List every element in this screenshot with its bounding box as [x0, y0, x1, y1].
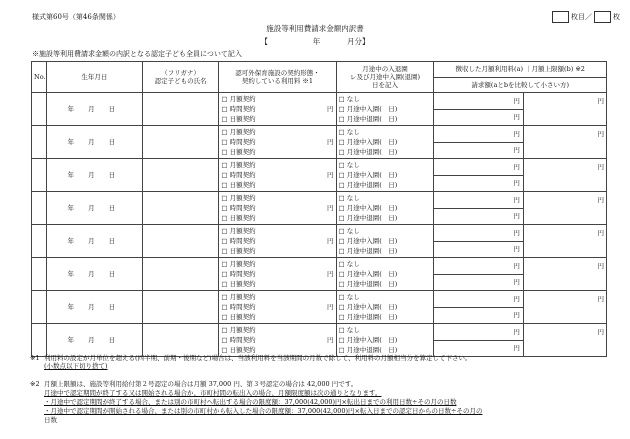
- collected-fee-field[interactable]: 円: [513, 195, 520, 204]
- child-name-cell[interactable]: [142, 192, 219, 225]
- instruction-text: ※施設等利用費請求金額の内訳となる認定子ども全員について記入: [32, 50, 242, 58]
- row-no-cell[interactable]: [32, 93, 47, 126]
- move-cell: [336, 126, 434, 159]
- total-sheets-box[interactable]: [594, 11, 611, 23]
- note-2-line-2: 月途中で認定期間が終了する又は開始される場合か、市町村間の転出入の場合、月額限度額は次の通りとなります。: [44, 389, 382, 397]
- move-none-checkbox[interactable]: □ なし: [338, 161, 360, 169]
- claim-amount-field[interactable]: 円: [434, 142, 522, 159]
- collected-fee-field[interactable]: 円: [513, 96, 520, 105]
- birthdate-cell[interactable]: 年 月 日: [46, 93, 142, 126]
- contract-fee-yen: 円: [327, 336, 334, 344]
- contract-fee-yen: 円: [327, 303, 334, 311]
- contract-cell: [219, 192, 336, 225]
- contract-fee-yen: 円: [327, 105, 334, 113]
- claim-amount-field[interactable]: 円: [434, 274, 522, 291]
- move-cell: [336, 258, 434, 291]
- contract-cell: [219, 126, 336, 159]
- move-in-checkbox[interactable]: □ 月途中入園( 日): [338, 138, 398, 146]
- fee-cell: [434, 192, 523, 225]
- move-in-checkbox[interactable]: □ 月途中入園( 日): [338, 237, 398, 245]
- row-no-cell[interactable]: [32, 225, 47, 258]
- contract-fee-yen: 円: [327, 138, 334, 146]
- move-out-checkbox[interactable]: □ 月途中退園( 日): [338, 148, 398, 156]
- note-2-line-1: 月額上限額は、施設等利用給付第２号認定の場合は月額 37,000 円、第３号認定の場合は 42,000 円です。: [44, 380, 358, 388]
- row-no-cell[interactable]: [32, 126, 47, 159]
- note-1-line-2: (小数点以下切り捨て): [44, 362, 108, 370]
- contract-hourly-checkbox[interactable]: □ 時間契約: [221, 237, 256, 245]
- claim-amount-field[interactable]: 円: [434, 340, 522, 357]
- claim-amount-field[interactable]: 円: [434, 208, 522, 225]
- birthdate-cell[interactable]: 年 月 日: [46, 258, 142, 291]
- contract-cell: [219, 291, 336, 324]
- contract-daily-checkbox[interactable]: □ 日額契約: [221, 115, 256, 123]
- move-in-checkbox[interactable]: □ 月途中入園( 日): [338, 105, 398, 113]
- fee-cell: [434, 159, 523, 192]
- collected-fee-field[interactable]: 円: [513, 327, 520, 336]
- row-no-cell[interactable]: [32, 258, 47, 291]
- note-1-line-1: 利用料の設定が月単位を超える(四半期、前期・後期など)場合は、当該利用料を当該期間の月数で除して、利用料の月額相当分を算定して下さい。: [44, 354, 472, 362]
- note-2-line-5: 日数: [44, 416, 57, 424]
- total-label: 枚: [613, 13, 620, 21]
- birthdate-cell[interactable]: 年 月 日: [46, 159, 142, 192]
- child-name-cell[interactable]: [142, 159, 219, 192]
- contract-daily-checkbox[interactable]: □ 日額契約: [221, 313, 256, 321]
- form-number: 様式第60号（第46条関係）: [32, 13, 120, 21]
- note-2-mark: ※2: [30, 380, 40, 388]
- row-no-cell[interactable]: [32, 291, 47, 324]
- contract-hourly-checkbox[interactable]: □ 時間契約: [221, 138, 256, 146]
- contract-monthly-checkbox[interactable]: □ 月額契約: [221, 293, 256, 301]
- move-in-checkbox[interactable]: □ 月途中入園( 日): [338, 204, 398, 212]
- child-name-cell[interactable]: [142, 225, 219, 258]
- move-in-checkbox[interactable]: □ 月途中入園( 日): [338, 336, 398, 344]
- child-name-cell[interactable]: [142, 126, 219, 159]
- table-row: [32, 192, 607, 225]
- note-2-line-4: ・月途中で認定期間が開始される場合、または別の市町村から転入した場合の限度額：37,000(42,000)円×転入日までの認定日からの日数÷その月の: [44, 407, 483, 415]
- contract-cell: [219, 93, 336, 126]
- header-child-name: [142, 62, 219, 93]
- sheet-number-box[interactable]: [552, 11, 569, 23]
- contract-monthly-checkbox[interactable]: □ 月額契約: [221, 326, 256, 334]
- header-contract: [219, 62, 336, 93]
- move-out-checkbox[interactable]: □ 月途中退園( 日): [338, 115, 398, 123]
- note-1-mark: ※1: [30, 354, 40, 362]
- contract-hourly-checkbox[interactable]: □ 時間契約: [221, 336, 256, 344]
- birthdate-cell[interactable]: 年 月 日: [46, 225, 142, 258]
- header-contract-label: 認可外保育施設の契約形態・ 契約している利用料 ※1: [235, 69, 320, 85]
- contract-hourly-checkbox[interactable]: □ 時間契約: [221, 303, 256, 311]
- row-no-cell[interactable]: [32, 324, 47, 357]
- table-row: [32, 225, 607, 258]
- birthdate-cell[interactable]: 年 月 日: [46, 126, 142, 159]
- claim-amount-field[interactable]: 円: [434, 241, 522, 258]
- header-move: [336, 62, 434, 93]
- move-none-checkbox[interactable]: □ なし: [338, 293, 360, 301]
- header-child-name-label: （フリガナ） 認定子どもの氏名: [154, 69, 207, 85]
- contract-hourly-checkbox[interactable]: □ 時間契約: [221, 204, 256, 212]
- header-fee-top: 徴収した月額利用料(a) ｜月額上限額(b) ※2: [455, 65, 585, 74]
- fee-cell: [434, 291, 523, 324]
- monthly-limit-field[interactable]: 円: [523, 225, 606, 258]
- contract-monthly-checkbox[interactable]: □ 月額契約: [221, 194, 256, 202]
- table-row: [32, 93, 607, 126]
- monthly-limit-field[interactable]: 円: [523, 324, 606, 357]
- monthly-limit-field[interactable]: 円: [523, 291, 606, 324]
- fee-cell: [434, 324, 523, 357]
- contract-daily-checkbox[interactable]: □ 日額契約: [221, 280, 256, 288]
- row-no-cell[interactable]: [32, 159, 47, 192]
- move-none-checkbox[interactable]: □ なし: [338, 194, 360, 202]
- collected-fee-field[interactable]: 円: [513, 228, 520, 237]
- move-cell: [336, 225, 434, 258]
- claim-amount-field[interactable]: 円: [434, 175, 522, 192]
- fee-cell: [434, 93, 523, 126]
- table-row: [32, 258, 607, 291]
- contract-fee-yen: 円: [327, 270, 334, 278]
- child-name-cell[interactable]: [142, 291, 219, 324]
- period-open: 【: [260, 37, 268, 46]
- contract-hourly-checkbox[interactable]: □ 時間契約: [221, 105, 256, 113]
- page-count-boxes: [552, 11, 620, 23]
- move-none-checkbox[interactable]: □ なし: [338, 227, 360, 235]
- move-cell: [336, 192, 434, 225]
- move-none-checkbox[interactable]: □ なし: [338, 326, 360, 334]
- move-out-checkbox[interactable]: □ 月途中退園( 日): [338, 214, 398, 222]
- contract-cell: [219, 324, 336, 357]
- birthdate-cell[interactable]: 年 月 日: [46, 324, 142, 357]
- monthly-limit-field[interactable]: 円: [523, 258, 606, 291]
- monthly-limit-field[interactable]: 円: [523, 126, 606, 159]
- move-in-checkbox[interactable]: □ 月途中入園( 日): [338, 303, 398, 311]
- monthly-limit-field[interactable]: 円: [523, 93, 606, 126]
- table-row: [32, 126, 607, 159]
- billing-breakdown-table: [31, 61, 607, 357]
- contract-hourly-checkbox[interactable]: □ 時間契約: [221, 270, 256, 278]
- billing-period: [0, 36, 630, 47]
- row-no-cell[interactable]: [32, 192, 47, 225]
- birthdate-cell[interactable]: 年 月 日: [46, 291, 142, 324]
- move-out-checkbox[interactable]: □ 月途中退園( 日): [338, 181, 398, 189]
- move-out-checkbox[interactable]: □ 月途中退園( 日): [338, 313, 398, 321]
- header-no: No.: [32, 62, 47, 93]
- table-row: [32, 324, 607, 357]
- move-cell: [336, 324, 434, 357]
- fee-cell: [434, 258, 523, 291]
- contract-fee-yen: 円: [327, 171, 334, 179]
- child-name-cell[interactable]: [142, 324, 219, 357]
- move-none-checkbox[interactable]: □ なし: [338, 128, 360, 136]
- contract-monthly-checkbox[interactable]: □ 月額契約: [221, 161, 256, 169]
- contract-daily-checkbox[interactable]: □ 日額契約: [221, 181, 256, 189]
- move-out-checkbox[interactable]: □ 月途中退園( 日): [338, 280, 398, 288]
- header-fee: [434, 62, 607, 93]
- header-fee-bottom: 請求額(aとbを比較して小さい方): [434, 77, 606, 93]
- contract-monthly-checkbox[interactable]: □ 月額契約: [221, 227, 256, 235]
- contract-daily-checkbox[interactable]: □ 日額契約: [221, 214, 256, 222]
- header-move-label: 月途中の入退園 レ及び月途中入園(退園) 日を記入: [349, 65, 421, 89]
- note-2-line-3: ・月途中で認定期間が終了する場合、または別の市町村へ転出する場合の限度額：37,000(42,000)円×転出日までの利用日数÷その月の日数: [44, 398, 457, 406]
- move-out-checkbox[interactable]: □ 月途中退園( 日): [338, 247, 398, 255]
- collected-fee-field[interactable]: 円: [513, 162, 520, 171]
- collected-fee-field[interactable]: 円: [513, 261, 520, 270]
- fee-cell: [434, 225, 523, 258]
- contract-cell: [219, 258, 336, 291]
- monthly-limit-field[interactable]: 円: [523, 159, 606, 192]
- contract-fee-yen: 円: [327, 237, 334, 245]
- contract-daily-checkbox[interactable]: □ 日額契約: [221, 346, 256, 354]
- contract-hourly-checkbox[interactable]: □ 時間契約: [221, 171, 256, 179]
- sheet-label: 枚目／: [571, 13, 592, 21]
- birthdate-cell[interactable]: 年 月 日: [46, 192, 142, 225]
- collected-fee-field[interactable]: 円: [513, 129, 520, 138]
- child-name-cell[interactable]: [142, 258, 219, 291]
- period-month: 月分】: [347, 37, 370, 46]
- contract-fee-yen: 円: [327, 204, 334, 212]
- move-cell: [336, 159, 434, 192]
- contract-cell: [219, 225, 336, 258]
- period-year: 年: [312, 37, 321, 46]
- contract-monthly-checkbox[interactable]: □ 月額契約: [221, 128, 256, 136]
- child-name-cell[interactable]: [142, 93, 219, 126]
- move-none-checkbox[interactable]: □ なし: [338, 260, 360, 268]
- fee-cell: [434, 126, 523, 159]
- contract-cell: [219, 159, 336, 192]
- contract-daily-checkbox[interactable]: □ 日額契約: [221, 247, 256, 255]
- contract-monthly-checkbox[interactable]: □ 月額契約: [221, 260, 256, 268]
- move-in-checkbox[interactable]: □ 月途中入園( 日): [338, 171, 398, 179]
- table-row: [32, 159, 607, 192]
- move-cell: [336, 93, 434, 126]
- table-row: [32, 291, 607, 324]
- table-header-row: [32, 62, 607, 93]
- header-birthdate: 生年月日: [46, 62, 142, 93]
- move-in-checkbox[interactable]: □ 月途中入園( 日): [338, 270, 398, 278]
- move-none-checkbox[interactable]: □ なし: [338, 95, 360, 103]
- claim-amount-field[interactable]: 円: [434, 109, 522, 126]
- monthly-limit-field[interactable]: 円: [523, 192, 606, 225]
- move-out-checkbox[interactable]: □ 月途中退園( 日): [338, 346, 398, 354]
- document-title: 施設等利用費請求金額内訳書: [266, 24, 364, 33]
- contract-daily-checkbox[interactable]: □ 日額契約: [221, 148, 256, 156]
- claim-amount-field[interactable]: 円: [434, 307, 522, 324]
- collected-fee-field[interactable]: 円: [513, 294, 520, 303]
- move-cell: [336, 291, 434, 324]
- contract-monthly-checkbox[interactable]: □ 月額契約: [221, 95, 256, 103]
